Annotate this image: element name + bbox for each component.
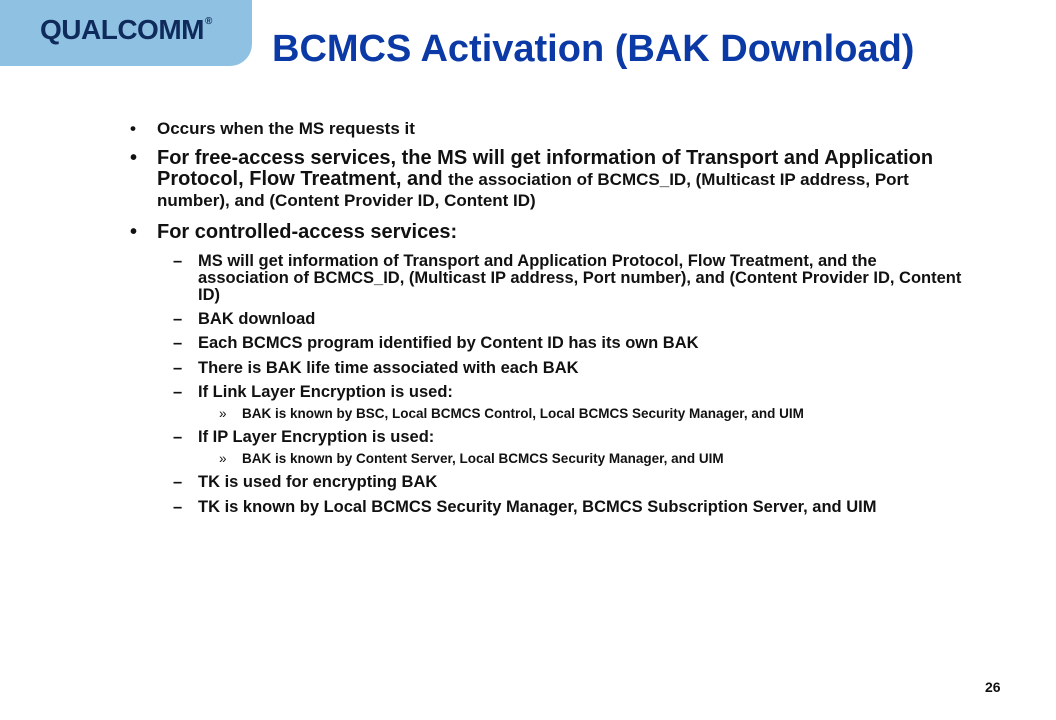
dash-text: MS will get information of Transport and Application Protocol, Flow Treatment, and the association of BCMCS_ID, (Multicast IP address, Port number), and (Content Provider ID, Content ID) <box>198 251 962 305</box>
bullet-text: For free-access services, the MS will get information of Transport and Application Protocol, Flow Treatment, and <box>157 147 934 191</box>
qualcomm-logo <box>40 14 212 46</box>
dash-marker: – <box>173 251 183 270</box>
dash-item <box>130 474 970 491</box>
dash-text: BAK download <box>198 310 316 329</box>
bullet-text: For controlled-access services: <box>157 220 458 243</box>
dash-text: TK is known by Local BCMCS Security Manager, BCMCS Subscription Server, and UIM <box>198 497 877 516</box>
bullet-item <box>130 222 970 243</box>
dash-text: TK is used for encrypting BAK <box>198 473 438 492</box>
dash-item <box>130 429 970 446</box>
logo-banner <box>0 0 252 66</box>
logo-registered-mark: ® <box>204 16 212 27</box>
dash-item <box>130 384 970 401</box>
dash-item <box>130 335 970 352</box>
sub-text: BAK is known by BSC, Local BCMCS Control, Local BCMCS Security Manager, and UIM <box>242 405 804 421</box>
logo-wordmark: QUALCOMM <box>40 14 204 45</box>
dash-marker: – <box>173 334 183 353</box>
dash-marker: – <box>173 358 183 377</box>
bullet-item <box>130 148 970 212</box>
dash-item <box>130 253 970 304</box>
dash-marker: – <box>173 310 183 329</box>
bullet-marker: • <box>130 220 138 243</box>
dash-text: If Link Layer Encryption is used: <box>198 382 453 401</box>
slide-body <box>130 120 970 523</box>
bullet-text: Occurs when the MS requests it <box>157 119 415 138</box>
dash-marker: – <box>173 473 183 492</box>
dash-item <box>130 311 970 328</box>
page-number: 26 <box>985 679 1001 695</box>
bullet-text-continuation: the association of BCMCS_ID, (Multicast IP address, Port number), and (Content Provider ID, Content ID) <box>157 170 909 211</box>
dash-marker: – <box>173 497 183 516</box>
sub-item <box>130 407 970 421</box>
sub-item <box>130 452 970 466</box>
dash-text: If IP Layer Encryption is used: <box>198 428 435 447</box>
slide-title: BCMCS Activation (BAK Download) <box>272 28 915 70</box>
dash-text: Each BCMCS program identified by Content ID has its own BAK <box>198 334 699 353</box>
dash-item <box>130 499 970 516</box>
dash-item <box>130 360 970 377</box>
dash-marker: – <box>173 428 183 447</box>
dash-text: There is BAK life time associated with each BAK <box>198 358 579 377</box>
bullet-marker: • <box>130 147 138 170</box>
dash-marker: – <box>173 382 183 401</box>
bullet-item <box>130 120 970 138</box>
sub-marker: » <box>219 451 227 467</box>
sub-marker: » <box>219 405 227 421</box>
bullet-marker: • <box>130 119 136 138</box>
sub-text: BAK is known by Content Server, Local BCMCS Security Manager, and UIM <box>242 451 724 467</box>
